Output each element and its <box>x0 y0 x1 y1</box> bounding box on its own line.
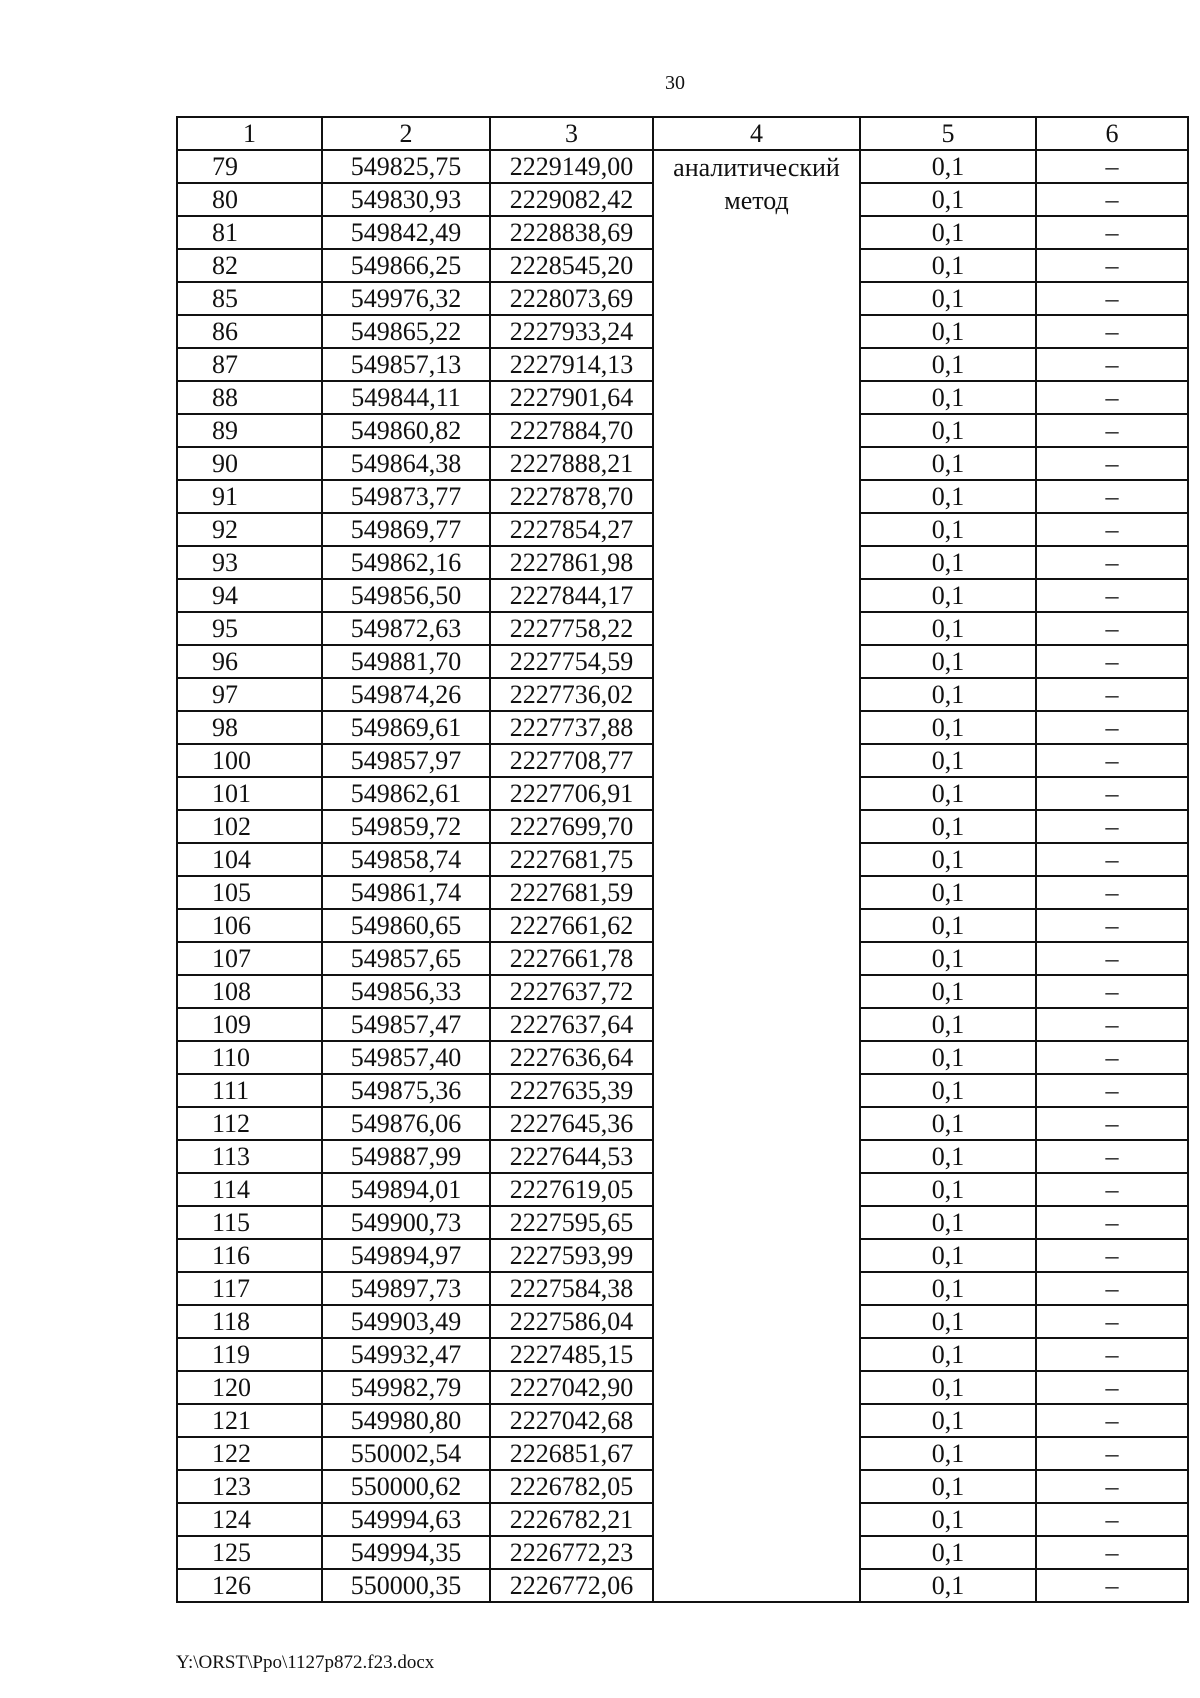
note-cell: – <box>1036 1239 1188 1272</box>
y-coordinate-cell: 2227933,24 <box>490 315 653 348</box>
x-coordinate-cell: 550000,35 <box>322 1569 490 1602</box>
x-coordinate-cell: 549857,40 <box>322 1041 490 1074</box>
accuracy-cell: 0,1 <box>860 777 1036 810</box>
y-coordinate-cell: 2228838,69 <box>490 216 653 249</box>
x-coordinate-cell: 549830,93 <box>322 183 490 216</box>
accuracy-cell: 0,1 <box>860 315 1036 348</box>
table-header-row <box>177 117 1188 150</box>
note-cell: – <box>1036 282 1188 315</box>
point-number-cell: 124 <box>177 1503 322 1536</box>
point-number-cell: 109 <box>177 1008 322 1041</box>
x-coordinate-cell: 549869,61 <box>322 711 490 744</box>
x-coordinate-cell: 549872,63 <box>322 612 490 645</box>
point-number-cell: 118 <box>177 1305 322 1338</box>
point-number-cell: 94 <box>177 579 322 612</box>
point-number-cell: 88 <box>177 381 322 414</box>
point-number-cell: 106 <box>177 909 322 942</box>
point-number-cell: 89 <box>177 414 322 447</box>
accuracy-cell: 0,1 <box>860 876 1036 909</box>
accuracy-cell: 0,1 <box>860 414 1036 447</box>
y-coordinate-cell: 2227042,68 <box>490 1404 653 1437</box>
point-number-cell: 107 <box>177 942 322 975</box>
accuracy-cell: 0,1 <box>860 1107 1036 1140</box>
note-cell: – <box>1036 777 1188 810</box>
accuracy-cell: 0,1 <box>860 579 1036 612</box>
point-number-cell: 95 <box>177 612 322 645</box>
header-col-1: 1 <box>177 117 322 150</box>
note-cell: – <box>1036 183 1188 216</box>
accuracy-cell: 0,1 <box>860 1173 1036 1206</box>
note-cell: – <box>1036 1371 1188 1404</box>
note-cell: – <box>1036 645 1188 678</box>
point-number-cell: 119 <box>177 1338 322 1371</box>
x-coordinate-cell: 550002,54 <box>322 1437 490 1470</box>
point-number-cell: 104 <box>177 843 322 876</box>
note-cell: – <box>1036 414 1188 447</box>
x-coordinate-cell: 549994,35 <box>322 1536 490 1569</box>
note-cell: – <box>1036 381 1188 414</box>
note-cell: – <box>1036 975 1188 1008</box>
note-cell: – <box>1036 1140 1188 1173</box>
accuracy-cell: 0,1 <box>860 150 1036 183</box>
accuracy-cell: 0,1 <box>860 282 1036 315</box>
x-coordinate-cell: 549903,49 <box>322 1305 490 1338</box>
y-coordinate-cell: 2227844,17 <box>490 579 653 612</box>
y-coordinate-cell: 2227681,75 <box>490 843 653 876</box>
x-coordinate-cell: 549900,73 <box>322 1206 490 1239</box>
y-coordinate-cell: 2227636,64 <box>490 1041 653 1074</box>
point-number-cell: 81 <box>177 216 322 249</box>
accuracy-cell: 0,1 <box>860 1470 1036 1503</box>
accuracy-cell: 0,1 <box>860 381 1036 414</box>
accuracy-cell: 0,1 <box>860 1569 1036 1602</box>
point-number-cell: 116 <box>177 1239 322 1272</box>
y-coordinate-cell: 2227637,64 <box>490 1008 653 1041</box>
note-cell: – <box>1036 1206 1188 1239</box>
note-cell: – <box>1036 447 1188 480</box>
y-coordinate-cell: 2227914,13 <box>490 348 653 381</box>
y-coordinate-cell: 2227661,78 <box>490 942 653 975</box>
x-coordinate-cell: 549876,06 <box>322 1107 490 1140</box>
note-cell: – <box>1036 1569 1188 1602</box>
accuracy-cell: 0,1 <box>860 843 1036 876</box>
x-coordinate-cell: 549856,50 <box>322 579 490 612</box>
y-coordinate-cell: 2228545,20 <box>490 249 653 282</box>
note-cell: – <box>1036 348 1188 381</box>
x-coordinate-cell: 549866,25 <box>322 249 490 282</box>
y-coordinate-cell: 2227754,59 <box>490 645 653 678</box>
y-coordinate-cell: 2227888,21 <box>490 447 653 480</box>
x-coordinate-cell: 549856,33 <box>322 975 490 1008</box>
x-coordinate-cell: 549842,49 <box>322 216 490 249</box>
y-coordinate-cell: 2226782,05 <box>490 1470 653 1503</box>
accuracy-cell: 0,1 <box>860 513 1036 546</box>
accuracy-cell: 0,1 <box>860 249 1036 282</box>
point-number-cell: 100 <box>177 744 322 777</box>
note-cell: – <box>1036 711 1188 744</box>
x-coordinate-cell: 549887,99 <box>322 1140 490 1173</box>
note-cell: – <box>1036 579 1188 612</box>
x-coordinate-cell: 549874,26 <box>322 678 490 711</box>
point-number-cell: 125 <box>177 1536 322 1569</box>
note-cell: – <box>1036 513 1188 546</box>
accuracy-cell: 0,1 <box>860 348 1036 381</box>
y-coordinate-cell: 2227645,36 <box>490 1107 653 1140</box>
accuracy-cell: 0,1 <box>860 1074 1036 1107</box>
note-cell: – <box>1036 315 1188 348</box>
header-col-2: 2 <box>322 117 490 150</box>
x-coordinate-cell: 549873,77 <box>322 480 490 513</box>
point-number-cell: 92 <box>177 513 322 546</box>
accuracy-cell: 0,1 <box>860 1338 1036 1371</box>
point-number-cell: 93 <box>177 546 322 579</box>
y-coordinate-cell: 2227593,99 <box>490 1239 653 1272</box>
point-number-cell: 123 <box>177 1470 322 1503</box>
y-coordinate-cell: 2227584,38 <box>490 1272 653 1305</box>
y-coordinate-cell: 2227042,90 <box>490 1371 653 1404</box>
accuracy-cell: 0,1 <box>860 447 1036 480</box>
x-coordinate-cell: 549844,11 <box>322 381 490 414</box>
accuracy-cell: 0,1 <box>860 744 1036 777</box>
note-cell: – <box>1036 1107 1188 1140</box>
x-coordinate-cell: 549857,65 <box>322 942 490 975</box>
y-coordinate-cell: 2227736,02 <box>490 678 653 711</box>
y-coordinate-cell: 2227708,77 <box>490 744 653 777</box>
point-number-cell: 86 <box>177 315 322 348</box>
point-number-cell: 121 <box>177 1404 322 1437</box>
accuracy-cell: 0,1 <box>860 1437 1036 1470</box>
x-coordinate-cell: 549858,74 <box>322 843 490 876</box>
y-coordinate-cell: 2228073,69 <box>490 282 653 315</box>
accuracy-cell: 0,1 <box>860 1272 1036 1305</box>
note-cell: – <box>1036 1272 1188 1305</box>
x-coordinate-cell: 550000,62 <box>322 1470 490 1503</box>
y-coordinate-cell: 2227637,72 <box>490 975 653 1008</box>
note-cell: – <box>1036 942 1188 975</box>
y-coordinate-cell: 2227854,27 <box>490 513 653 546</box>
y-coordinate-cell: 2227644,53 <box>490 1140 653 1173</box>
point-number-cell: 90 <box>177 447 322 480</box>
header-col-6: 6 <box>1036 117 1188 150</box>
note-cell: – <box>1036 1173 1188 1206</box>
point-number-cell: 110 <box>177 1041 322 1074</box>
point-number-cell: 96 <box>177 645 322 678</box>
accuracy-cell: 0,1 <box>860 711 1036 744</box>
y-coordinate-cell: 2227681,59 <box>490 876 653 909</box>
point-number-cell: 80 <box>177 183 322 216</box>
y-coordinate-cell: 2226851,67 <box>490 1437 653 1470</box>
x-coordinate-cell: 549861,74 <box>322 876 490 909</box>
accuracy-cell: 0,1 <box>860 909 1036 942</box>
note-cell: – <box>1036 249 1188 282</box>
accuracy-cell: 0,1 <box>860 678 1036 711</box>
y-coordinate-cell: 2227878,70 <box>490 480 653 513</box>
note-cell: – <box>1036 480 1188 513</box>
point-number-cell: 105 <box>177 876 322 909</box>
y-coordinate-cell: 2227706,91 <box>490 777 653 810</box>
x-coordinate-cell: 549994,63 <box>322 1503 490 1536</box>
accuracy-cell: 0,1 <box>860 1206 1036 1239</box>
y-coordinate-cell: 2227758,22 <box>490 612 653 645</box>
x-coordinate-cell: 549932,47 <box>322 1338 490 1371</box>
method-cell: аналитический метод <box>653 150 860 1602</box>
header-col-4: 4 <box>653 117 860 150</box>
accuracy-cell: 0,1 <box>860 183 1036 216</box>
x-coordinate-cell: 549825,75 <box>322 150 490 183</box>
table-row <box>177 150 1188 183</box>
x-coordinate-cell: 549875,36 <box>322 1074 490 1107</box>
point-number-cell: 87 <box>177 348 322 381</box>
note-cell: – <box>1036 1041 1188 1074</box>
note-cell: – <box>1036 546 1188 579</box>
note-cell: – <box>1036 612 1188 645</box>
note-cell: – <box>1036 1536 1188 1569</box>
point-number-cell: 91 <box>177 480 322 513</box>
x-coordinate-cell: 549980,80 <box>322 1404 490 1437</box>
y-coordinate-cell: 2227635,39 <box>490 1074 653 1107</box>
point-number-cell: 85 <box>177 282 322 315</box>
point-number-cell: 122 <box>177 1437 322 1470</box>
note-cell: – <box>1036 678 1188 711</box>
x-coordinate-cell: 549857,47 <box>322 1008 490 1041</box>
note-cell: – <box>1036 876 1188 909</box>
accuracy-cell: 0,1 <box>860 975 1036 1008</box>
note-cell: – <box>1036 1338 1188 1371</box>
point-number-cell: 102 <box>177 810 322 843</box>
coordinates-table-body <box>177 117 1188 1602</box>
y-coordinate-cell: 2227586,04 <box>490 1305 653 1338</box>
point-number-cell: 114 <box>177 1173 322 1206</box>
point-number-cell: 117 <box>177 1272 322 1305</box>
accuracy-cell: 0,1 <box>860 1305 1036 1338</box>
accuracy-cell: 0,1 <box>860 612 1036 645</box>
note-cell: – <box>1036 744 1188 777</box>
y-coordinate-cell: 2227595,65 <box>490 1206 653 1239</box>
y-coordinate-cell: 2227861,98 <box>490 546 653 579</box>
point-number-cell: 112 <box>177 1107 322 1140</box>
x-coordinate-cell: 549864,38 <box>322 447 490 480</box>
accuracy-cell: 0,1 <box>860 1041 1036 1074</box>
y-coordinate-cell: 2227737,88 <box>490 711 653 744</box>
x-coordinate-cell: 549860,82 <box>322 414 490 447</box>
accuracy-cell: 0,1 <box>860 480 1036 513</box>
note-cell: – <box>1036 1074 1188 1107</box>
x-coordinate-cell: 549894,01 <box>322 1173 490 1206</box>
accuracy-cell: 0,1 <box>860 645 1036 678</box>
x-coordinate-cell: 549857,97 <box>322 744 490 777</box>
x-coordinate-cell: 549894,97 <box>322 1239 490 1272</box>
note-cell: – <box>1036 150 1188 183</box>
accuracy-cell: 0,1 <box>860 546 1036 579</box>
point-number-cell: 126 <box>177 1569 322 1602</box>
note-cell: – <box>1036 1470 1188 1503</box>
point-number-cell: 111 <box>177 1074 322 1107</box>
y-coordinate-cell: 2229082,42 <box>490 183 653 216</box>
y-coordinate-cell: 2226782,21 <box>490 1503 653 1536</box>
x-coordinate-cell: 549982,79 <box>322 1371 490 1404</box>
note-cell: – <box>1036 1503 1188 1536</box>
accuracy-cell: 0,1 <box>860 1371 1036 1404</box>
x-coordinate-cell: 549862,61 <box>322 777 490 810</box>
point-number-cell: 115 <box>177 1206 322 1239</box>
page-number: 30 <box>665 72 685 94</box>
y-coordinate-cell: 2226772,06 <box>490 1569 653 1602</box>
point-number-cell: 98 <box>177 711 322 744</box>
point-number-cell: 82 <box>177 249 322 282</box>
accuracy-cell: 0,1 <box>860 1140 1036 1173</box>
note-cell: – <box>1036 909 1188 942</box>
point-number-cell: 108 <box>177 975 322 1008</box>
y-coordinate-cell: 2227699,70 <box>490 810 653 843</box>
x-coordinate-cell: 549976,32 <box>322 282 490 315</box>
accuracy-cell: 0,1 <box>860 216 1036 249</box>
x-coordinate-cell: 549865,22 <box>322 315 490 348</box>
accuracy-cell: 0,1 <box>860 1008 1036 1041</box>
y-coordinate-cell: 2227485,15 <box>490 1338 653 1371</box>
point-number-cell: 113 <box>177 1140 322 1173</box>
accuracy-cell: 0,1 <box>860 1503 1036 1536</box>
note-cell: – <box>1036 216 1188 249</box>
y-coordinate-cell: 2227901,64 <box>490 381 653 414</box>
footer-file-path: Y:\ORST\Ppo\1127p872.f23.docx <box>176 1652 435 1673</box>
point-number-cell: 120 <box>177 1371 322 1404</box>
y-coordinate-cell: 2227884,70 <box>490 414 653 447</box>
point-number-cell: 79 <box>177 150 322 183</box>
x-coordinate-cell: 549881,70 <box>322 645 490 678</box>
y-coordinate-cell: 2226772,23 <box>490 1536 653 1569</box>
x-coordinate-cell: 549869,77 <box>322 513 490 546</box>
point-number-cell: 97 <box>177 678 322 711</box>
accuracy-cell: 0,1 <box>860 810 1036 843</box>
note-cell: – <box>1036 1404 1188 1437</box>
accuracy-cell: 0,1 <box>860 1404 1036 1437</box>
x-coordinate-cell: 549897,73 <box>322 1272 490 1305</box>
accuracy-cell: 0,1 <box>860 1536 1036 1569</box>
x-coordinate-cell: 549860,65 <box>322 909 490 942</box>
note-cell: – <box>1036 1008 1188 1041</box>
header-col-3: 3 <box>490 117 653 150</box>
accuracy-cell: 0,1 <box>860 942 1036 975</box>
x-coordinate-cell: 549857,13 <box>322 348 490 381</box>
x-coordinate-cell: 549862,16 <box>322 546 490 579</box>
note-cell: – <box>1036 843 1188 876</box>
y-coordinate-cell: 2229149,00 <box>490 150 653 183</box>
point-number-cell: 101 <box>177 777 322 810</box>
note-cell: – <box>1036 810 1188 843</box>
note-cell: – <box>1036 1305 1188 1338</box>
header-col-5: 5 <box>860 117 1036 150</box>
coordinates-table <box>176 116 1189 1603</box>
y-coordinate-cell: 2227619,05 <box>490 1173 653 1206</box>
y-coordinate-cell: 2227661,62 <box>490 909 653 942</box>
note-cell: – <box>1036 1437 1188 1470</box>
x-coordinate-cell: 549859,72 <box>322 810 490 843</box>
accuracy-cell: 0,1 <box>860 1239 1036 1272</box>
